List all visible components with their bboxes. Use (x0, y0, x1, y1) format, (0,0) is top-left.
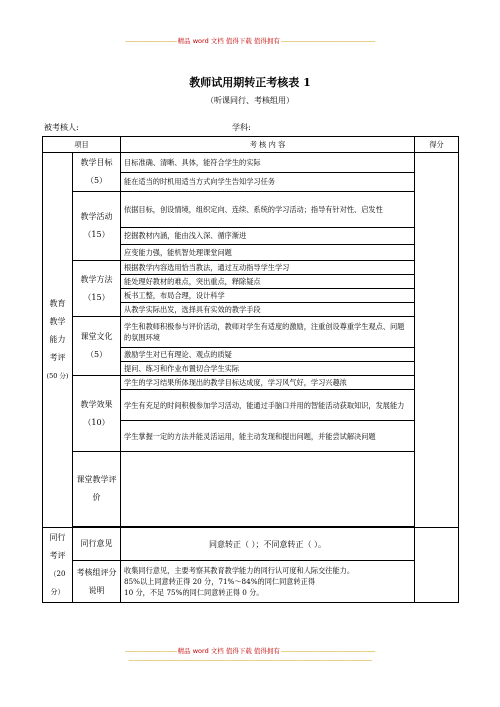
section2-score-cell[interactable] (415, 528, 459, 603)
header-item: 项目 (43, 137, 121, 153)
group-points: （10） (83, 417, 110, 427)
header-score: 得分 (415, 137, 459, 153)
banner-dashes-left: ---------------------------- (124, 647, 177, 655)
subject-label: 学科: (232, 123, 251, 132)
section1-label: 教育教学能力考评 (49, 299, 66, 362)
header-content: 考 核 内 容 (121, 137, 415, 153)
group-teaching-method (73, 261, 121, 317)
grading-label: 考核组评分说明 (73, 561, 121, 603)
section1-points: (50 分) (46, 372, 69, 380)
group-name: 教学目标 (80, 158, 113, 167)
criterion: 从教学实际出发，选择具有实效的教学手段 (121, 303, 415, 317)
grading-line: 10 分，不足 75%的同仁同意转正得 0 分。 (124, 588, 264, 597)
group-name: 教学效果 (80, 399, 113, 409)
group-name: 教学方法 (80, 274, 113, 284)
section2-label-cell (43, 528, 73, 603)
banner-dashes-right: --------------------------------------------------- (280, 37, 376, 45)
criterion: 应变能力强，能机智处理课堂问题 (121, 244, 415, 260)
table-header-row (43, 137, 459, 153)
section2-label: 同行考评 (49, 533, 66, 560)
group-points: （5） (85, 176, 108, 185)
peer-opinion-label: 同行意见 (73, 528, 121, 561)
banner-text: 精品 word 文档 值得下载 值得拥有 (177, 37, 280, 45)
group-classroom-culture (73, 317, 121, 376)
criterion: 激励学生对已有理论、观点的质疑 (121, 348, 415, 362)
group-name: 教学活动 (80, 212, 113, 221)
criterion: 依据目标，创设情境，组织定向、连续、系统的学习活动；指导有针对性、启发性 (121, 192, 415, 228)
criterion: 挖掘教材内涵，能由浅入深、循序渐进 (121, 228, 415, 244)
page-title: 教师试用期转正考核表 1 (189, 76, 311, 89)
group-name: 课堂文化 (80, 332, 113, 341)
classroom-evaluation-field[interactable] (121, 452, 415, 527)
group-teaching-goal (73, 153, 121, 192)
group-points: （5） (85, 350, 108, 359)
criterion: 能在适当的时机用适当方式向学生告知学习任务 (121, 172, 415, 192)
criterion: 学生掌握一定的方法并能灵活运用，能主动发现和提出问题，并能尝试解决问题 (121, 421, 415, 452)
criterion: 学生和教师积极参与评价活动，教师对学生有适度的激励，注重创设尊重学生观点、问题的氛围环境 (121, 317, 415, 348)
group-teaching-activity (73, 192, 121, 261)
section1-score-cell[interactable] (415, 153, 459, 528)
examinee-label: 被考核人: (44, 123, 79, 132)
assessment-table (42, 136, 459, 603)
banner-dashes-right: --------------------------------------------------- (280, 647, 376, 655)
page-subtitle: （听课同行、考核组用） (206, 96, 294, 105)
peer-opinion-text[interactable]: 同意转正（ ）；不同意转正（ ）。 (121, 528, 415, 561)
criterion: 学生的学习结果所体现出的教学目标达成度，学习风气好，学习兴趣浓 (121, 376, 415, 390)
group-teaching-effect (73, 376, 121, 452)
criterion: 根据教学内容选用恰当教法，通过互动指导学生学习 (121, 261, 415, 275)
section2-points: （20 分） (49, 570, 66, 596)
section1-label-cell (43, 153, 73, 528)
criterion: 目标准确、清晰、具体，能符合学生的实际 (121, 153, 415, 173)
group-points: （15） (83, 230, 110, 239)
criterion: 能处理好教材的难点，突出重点，释除疑点 (121, 275, 415, 289)
grading-line: 85%以上同意转正得 20 分，71%～84%的同仁同意转正得 (124, 577, 316, 586)
criterion: 提问、练习和作业布置切合学生实际 (121, 362, 415, 376)
footer-dashes: ------------------------------------------------------------------------------------------------------------------------------------ (128, 656, 372, 664)
top-banner (0, 36, 500, 45)
group-points: （15） (83, 292, 110, 302)
classroom-evaluation-label: 课堂教学评价 (73, 452, 121, 527)
banner-dashes-left: ---------------------------- (124, 37, 177, 45)
banner-text: 精品 word 文档 值得下载 值得拥有 (177, 647, 280, 655)
criterion: 板书工整，布局合理，设计科学 (121, 289, 415, 303)
grading-line: 收集同行意见，主要考察其教育教学能力的同行认可度和人际交往能力。 (124, 566, 355, 575)
criterion: 学生有充足的时间积极参加学习活动，能通过手脑口并用的智能活动获取知识，发展能力 (121, 390, 415, 421)
grading-description (121, 561, 415, 603)
bottom-banner (0, 646, 500, 655)
